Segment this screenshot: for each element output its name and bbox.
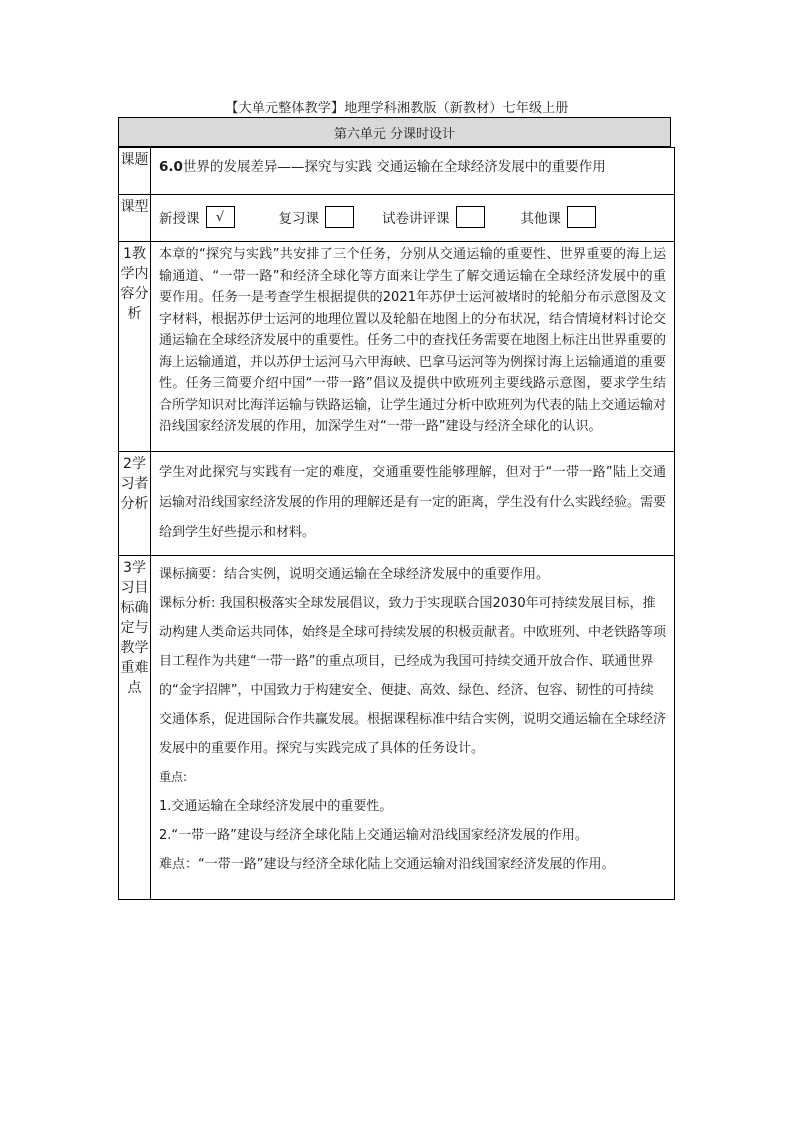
type-label: 课型 [120,199,149,215]
goals-row [119,556,675,900]
learner-analysis-cell [151,452,675,556]
key-point-2: 2.“一带一路”建设与经济全球化陆上交通运输对沿线国家经济发展的作用。 [159,828,588,843]
type-label-cell [119,195,151,242]
type-option-label: 其他课 [520,211,561,227]
lesson-plan-table [118,147,675,900]
type-cell [151,195,675,242]
learner-analysis-label: 2学习者分析 [120,456,149,512]
type-option-label: 复习课 [278,211,319,227]
standard-analysis: 课标分析: 我国积极落实全球发展倡议，致力于实现联合国2030年可持续发展目标，推动构建人类命运共同体，始终是全球可持续发展的积极贡献者。中欧班列、中老铁路等项目工程作为共建“一带一路”的重点项目，已经成为我国可持续交通开放合作、联通世界的“金字招牌”，中国致力于构建安全、便捷、高效、绿色、经济、包容、韧性的可持续交通体系，促进国际合作共赢发展。根据课程标准中结合实例，说明交通运输在全球经济发展中的重要作用。探究与实践完成了具体的任务设计。 [159,596,667,756]
document-header: 【大单元整体教学】地理学科湘教版（新教材）七年级上册 [225,101,569,116]
difficulty: 难点：“一带一路”建设与经济全球化陆上交通运输对沿线国家经济发展的作用。 [159,857,615,872]
type-option-label: 新授课 [159,211,200,227]
content-analysis-text: 本章的“探究与实践”共安排了三个任务，分别从交通运输的重要性、世界重要的海上运输通道、“一带一路”和经济全球化等方面来让学生了解交通运输在全球经济发展中的重要作用。任务一是考查学生根据提供的2021年苏伊士运河被堵时的轮船分布示意图及文字材料，根据苏伊士运河的地理位置以及轮船在地图上的分布状况，结合情境材料讨论交通运输在全球经济发展中的重要性。任务二中的查找任务需要在地图上标注出世界重要的海上运输通道，并以苏伊士运河马六甲海峡、巴拿马运河等为例探讨海上运输通道的重要性。任务三简要介绍中国“一带一路”倡议及提供中欧班列主要线路示意图，要求学生结合所学知识对比海洋运输与铁路运输，让学生通过分析中欧班列为代表的陆上交通运输对沿线国家经济发展的作用，加深学生对“一带一路”建设与经济全球化的认识。 [159,247,667,434]
type-option-other[interactable] [521,206,597,228]
title-label: 课题 [120,152,149,168]
type-checkbox[interactable] [325,206,354,228]
lesson-title-number: 6.0 [159,159,183,175]
type-option-label: 试卷讲评课 [382,211,450,227]
type-checkbox[interactable] [567,206,596,228]
type-checkbox[interactable]: √ [206,206,235,228]
goals-cell [151,556,675,900]
goals-text [151,556,674,879]
standard-summary: 课标摘要：结合实例，说明交通运输在全球经济发展中的重要作用。 [159,567,550,582]
lesson-title [151,148,674,175]
lesson-type-options [151,195,674,239]
type-row [119,195,675,242]
content-label-cell [119,242,151,452]
content-analysis-cell [151,242,675,452]
type-option-review[interactable] [279,206,355,228]
goals-label: 3学习目标确定与教学重难点 [120,560,149,696]
goals-label-cell [119,556,151,900]
lesson-title-text: 世界的发展差异——探究与实践 交通运输在全球经济发展中的重要作用 [182,159,606,175]
title-row [119,148,675,195]
content-analysis-row [119,242,675,452]
learner-analysis-text: 学生对此探究与实践有一定的难度，交通重要性能够理解，但对于“一带一路”陆上交通运输对沿线国家经济发展的作用的理解还是有一定的距离，学生没有什么实践经验。需要给到学生好些提示和材料。 [159,465,667,540]
unit-title-bar: 第六单元 分课时设计 [118,117,671,147]
key-points-label: 重点: [159,770,188,784]
type-option-exam-review[interactable] [382,206,485,228]
type-option-new[interactable] [159,206,235,228]
type-checkbox[interactable] [456,206,485,228]
title-cell [151,148,675,195]
key-point-1: 1.交通运输在全球经济发展中的重要性。 [159,799,393,814]
content-analysis-label: 1教学内容分析 [120,246,149,322]
learner-label-cell [119,452,151,556]
title-label-cell [119,148,151,195]
learner-analysis-row [119,452,675,556]
